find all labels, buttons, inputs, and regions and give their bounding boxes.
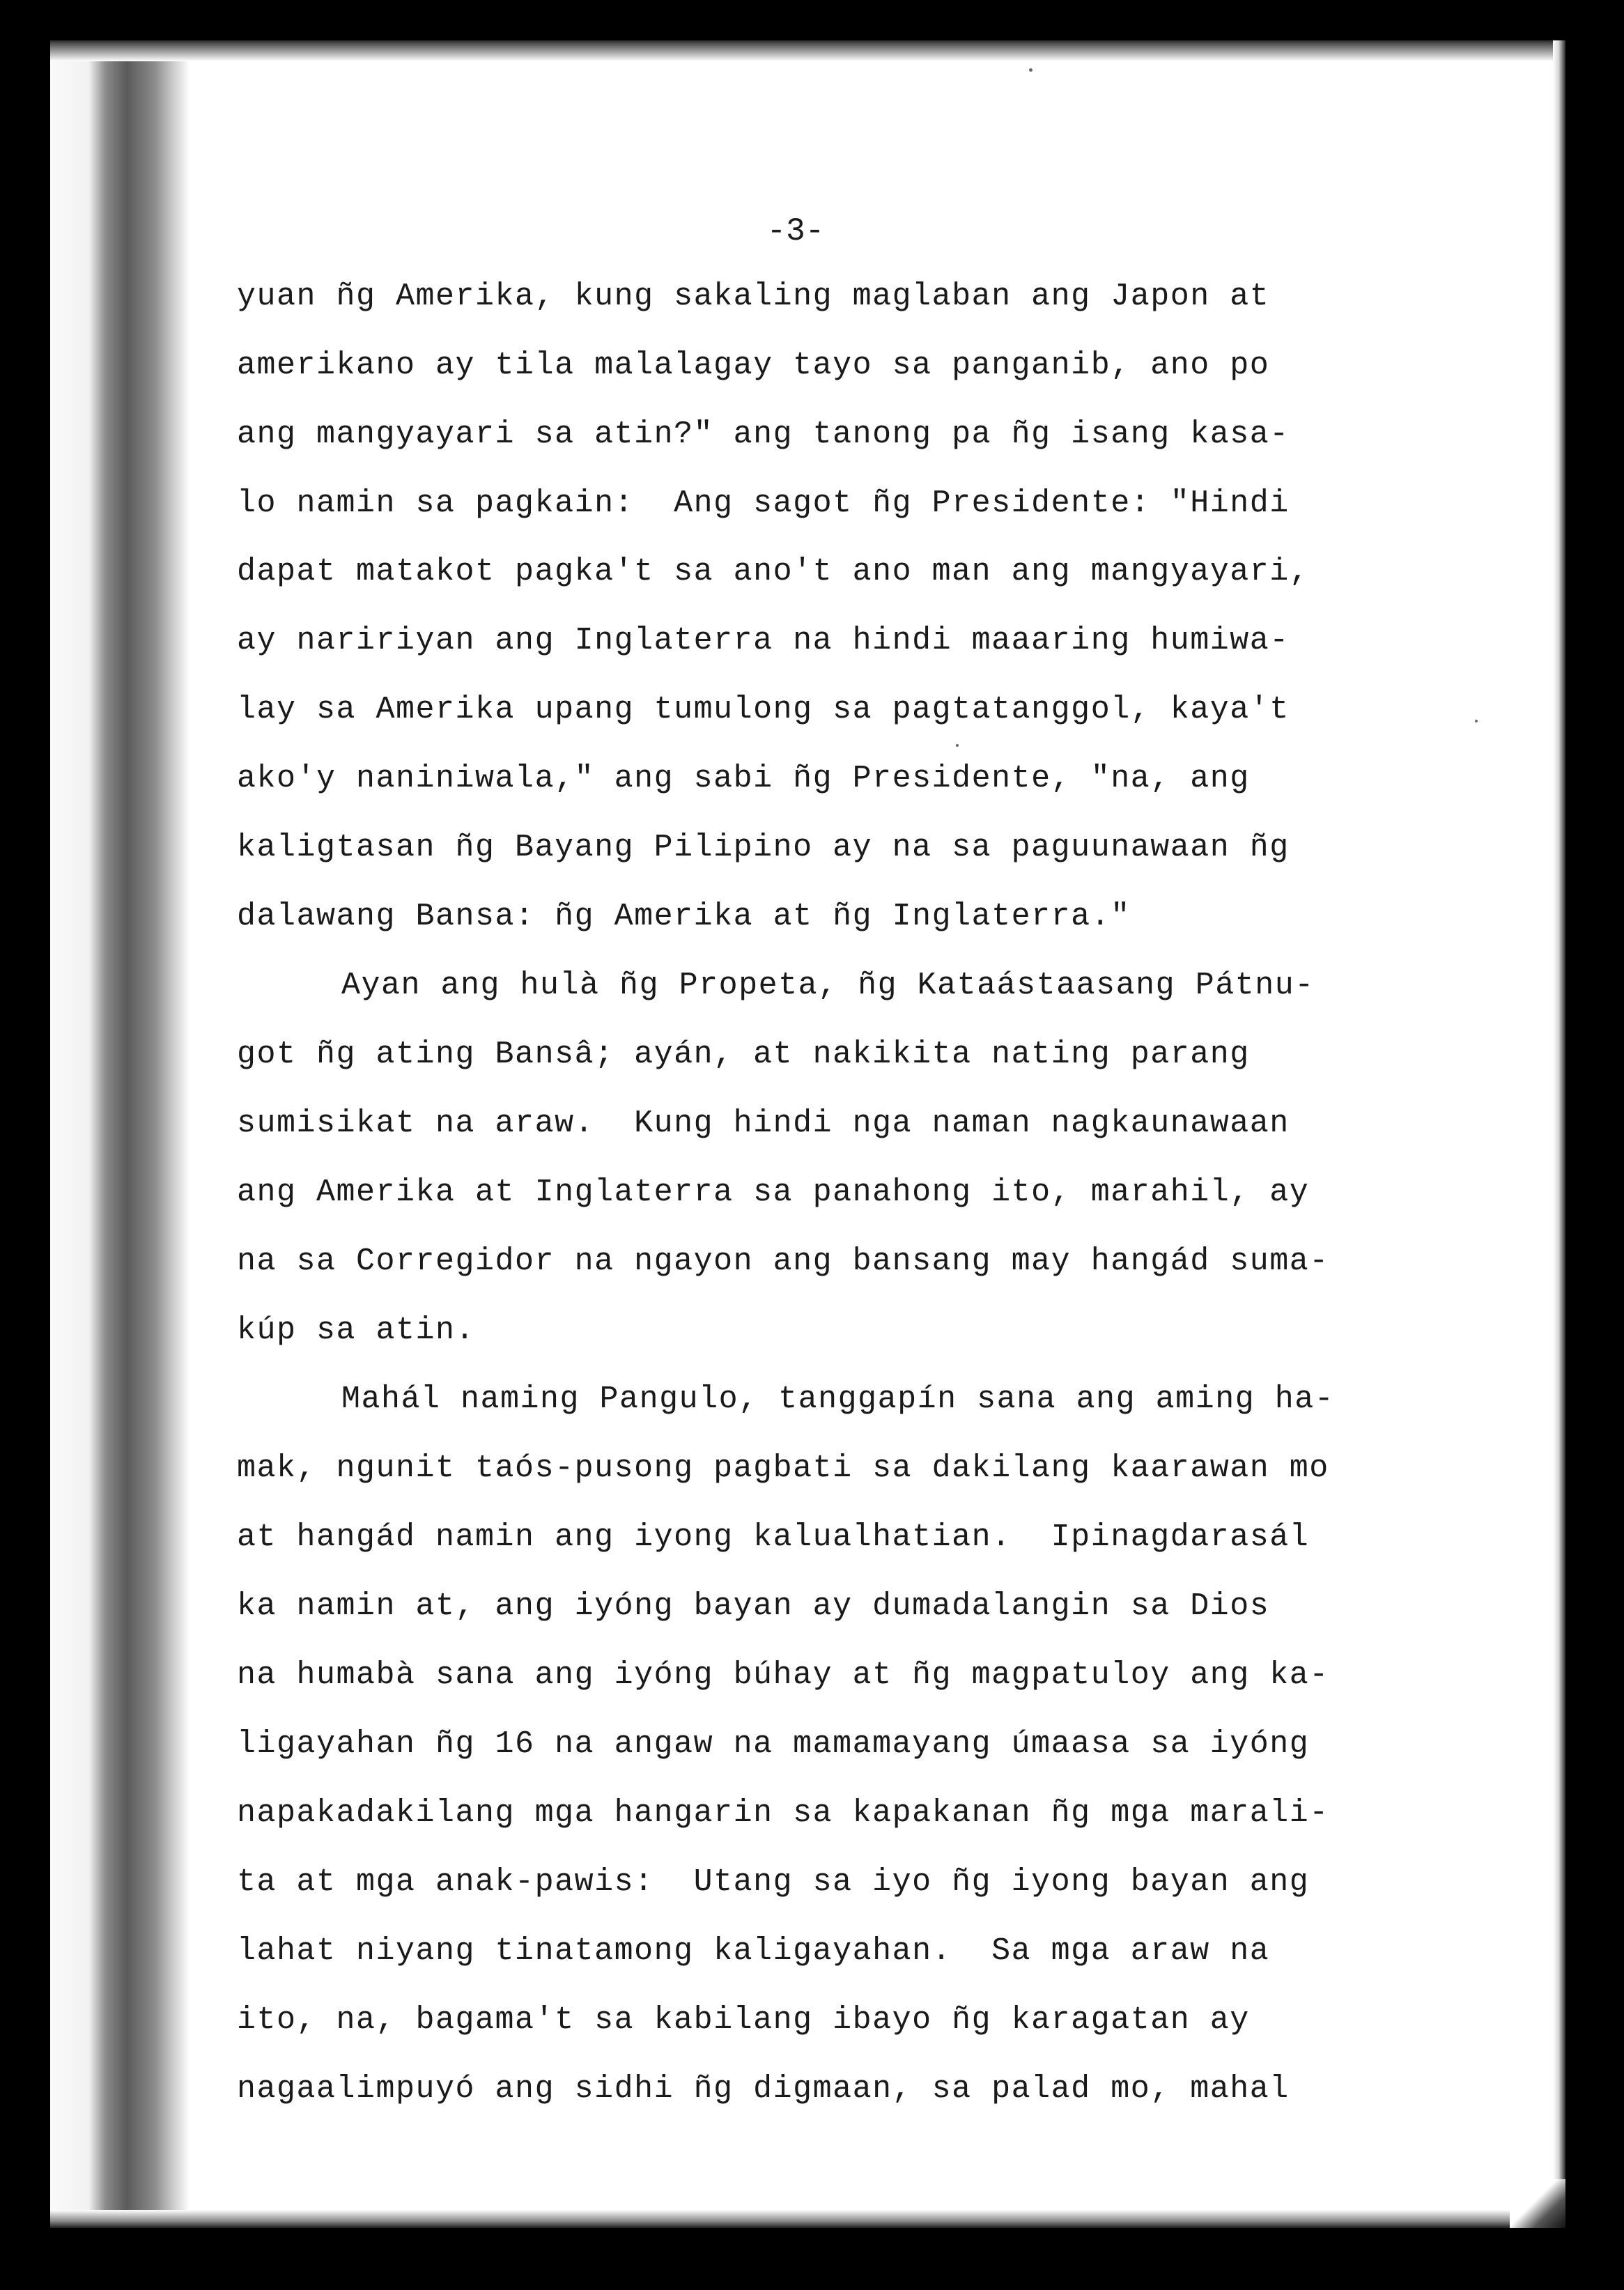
- text-line: ka namin at, ang iyóng bayan ay dumadalangin sa Dios: [237, 1588, 1270, 1624]
- text-line: Ayan ang hulà ñg Propeta, ñg Kataástaasang Pátnu-: [341, 968, 1315, 1003]
- text-line: ako'y naniniwala," ang sabi ñg Presidente, "na, ang: [237, 761, 1250, 796]
- text-line: ito, na, bagama't sa kabilang ibayo ñg karagatan ay: [237, 2002, 1250, 2038]
- text-line: mak, ngunit taós-pusong pagbati sa dakilang kaarawan mo: [237, 1450, 1329, 1486]
- text-line: kúp sa atin.: [237, 1313, 476, 1348]
- text-line: ang mangyayari sa atin?" ang tanong pa ñg isang kasa-: [237, 417, 1290, 452]
- text-line: na sa Corregidor na ngayon ang bansang may hangád suma-: [237, 1244, 1329, 1279]
- text-line: sumisikat na araw. Kung hindi nga naman nagkaunawaan: [237, 1106, 1290, 1141]
- text-line: Mahál naming Pangulo, tanggapín sana ang aming ha-: [341, 1382, 1335, 1417]
- text-line: nagaalimpuyó ang sidhi ñg digmaan, sa palad mo, mahal: [237, 2071, 1290, 2107]
- text-line: amerikano ay tila malalagay tayo sa panganib, ano po: [237, 348, 1270, 383]
- text-line: kaligtasan ñg Bayang Pilipino ay na sa paguunawaan ñg: [237, 830, 1290, 865]
- text-line: napakadakilang mga hangarin sa kapakanan ñg mga marali-: [237, 1795, 1329, 1831]
- text-line: dapat matakot pagka't sa ano't ano man ang mangyayari,: [237, 554, 1310, 589]
- text-line: at hangád namin ang iyong kalualhatian. Ipinagdarasál: [237, 1519, 1310, 1555]
- text-line: ta at mga anak-pawis: Utang sa iyo ñg iyong bayan ang: [237, 1864, 1310, 1900]
- document-page: [50, 40, 1565, 2228]
- text-line: na humabà sana ang iyóng búhay at ñg magpatuloy ang ka-: [237, 1657, 1329, 1693]
- text-line: lahat niyang tinatamong kaligayahan. Sa mga araw na: [237, 1933, 1270, 1969]
- page-number: -3-: [766, 213, 825, 249]
- typewritten-body: [50, 40, 1565, 2228]
- text-line: ligayahan ñg 16 na angaw na mamamayang úmaasa sa iyóng: [237, 1726, 1310, 1762]
- text-line: ang Amerika at Inglaterra sa panahong ito, marahil, ay: [237, 1175, 1310, 1210]
- text-line: got ñg ating Bansâ; ayán, at nakikita nating parang: [237, 1037, 1250, 1072]
- text-line: dalawang Bansa: ñg Amerika at ñg Inglaterra.": [237, 899, 1131, 934]
- text-line: ay naririyan ang Inglaterra na hindi maaaring humiwa-: [237, 623, 1290, 658]
- text-line: lay sa Amerika upang tumulong sa pagtatanggol, kaya't: [237, 692, 1290, 727]
- text-line: yuan ñg Amerika, kung sakaling maglaban ang Japon at: [237, 279, 1270, 314]
- text-line: lo namin sa pagkain: Ang sagot ñg Presidente: "Hindi: [237, 486, 1290, 521]
